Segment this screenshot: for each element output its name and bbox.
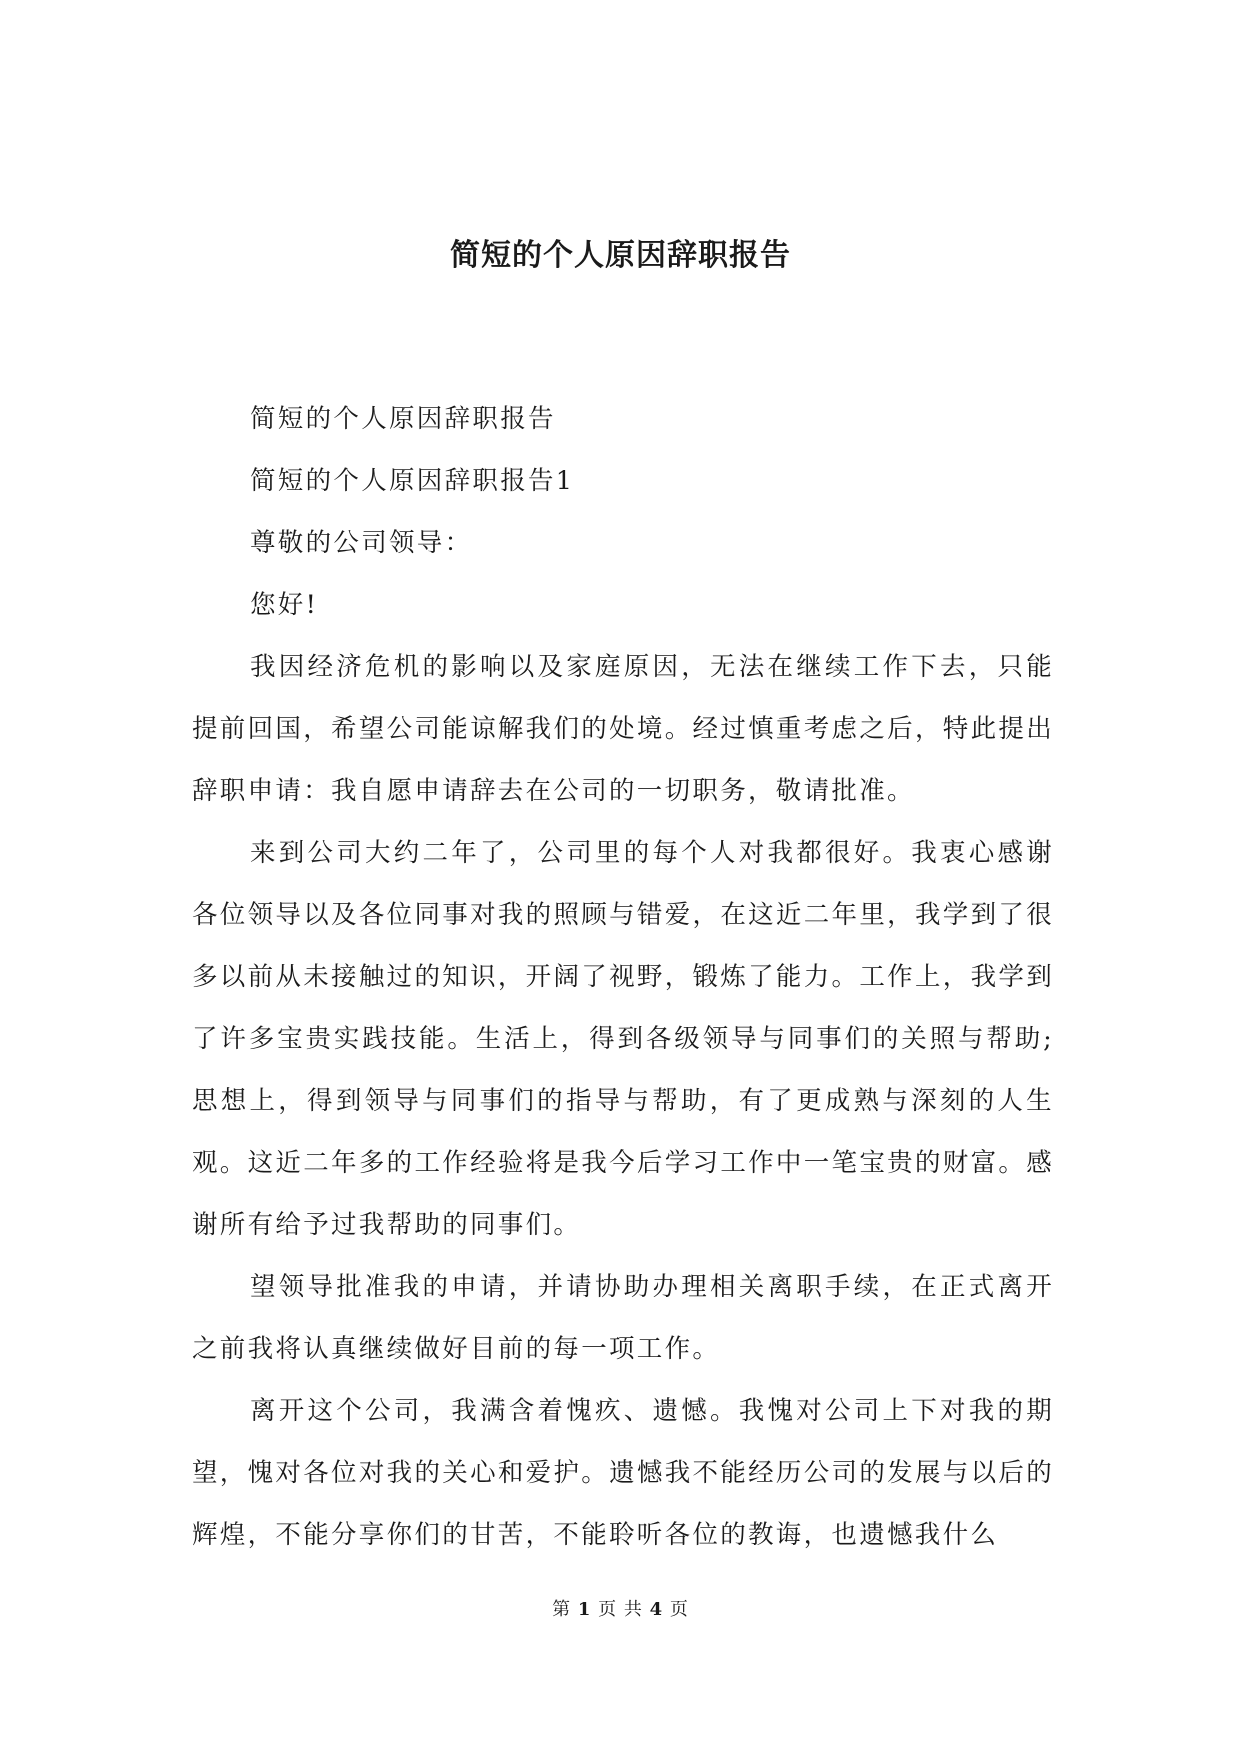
document-title: 简短的个人原因辞职报告	[450, 238, 791, 273]
footer-page-number: 1	[577, 1599, 592, 1620]
paragraph-subheading: 简短的个人原因辞职报告1	[250, 466, 575, 496]
footer-suffix: 页	[669, 1599, 689, 1620]
paragraph-heading: 简短的个人原因辞职报告	[250, 404, 556, 434]
document-body	[192, 388, 1054, 1566]
footer-prefix: 第	[552, 1599, 572, 1620]
paragraph-request: 望领导批准我的申请，并请协助办理相关离职手续，在正式离开之前我将认真继续做好目前的每一项工作。	[192, 1272, 1054, 1364]
paragraph-reason: 我因经济危机的影响以及家庭原因，无法在继续工作下去，只能提前回国，希望公司能谅解我们的处境。经过慎重考虑之后，特此提出辞职申请：我自愿申请辞去在公司的一切职务，敬请批准。	[192, 652, 1054, 806]
paragraph-gratitude: 来到公司大约二年了，公司里的每个人对我都很好。我衷心感谢各位领导以及各位同事对我的照顾与错爱，在这近二年里，我学到了很多以前从未接触过的知识，开阔了视野，锻炼了能力。工作上，我学到了许多宝贵实践技能。生活上，得到各级领导与同事们的关照与帮助;思想上，得到领导与同事们的指导与帮助，有了更成熟与深刻的人生观。这近二年多的工作经验将是我今后学习工作中一笔宝贵的财富。感谢所有给予过我帮助的同事们。	[192, 838, 1054, 1240]
paragraph-regret: 离开这个公司，我满含着愧疚、遗憾。我愧对公司上下对我的期望，愧对各位对我的关心和爱护。遗憾我不能经历公司的发展与以后的辉煌，不能分享你们的甘苦，不能聆听各位的教诲，也遗憾我什么	[192, 1396, 1054, 1550]
footer-middle: 页 共	[598, 1599, 643, 1620]
page-footer	[0, 1598, 1241, 1622]
paragraph-greeting: 您好!	[250, 590, 319, 620]
paragraph-salutation: 尊敬的公司领导：	[250, 528, 473, 558]
footer-total-pages: 4	[649, 1599, 664, 1620]
